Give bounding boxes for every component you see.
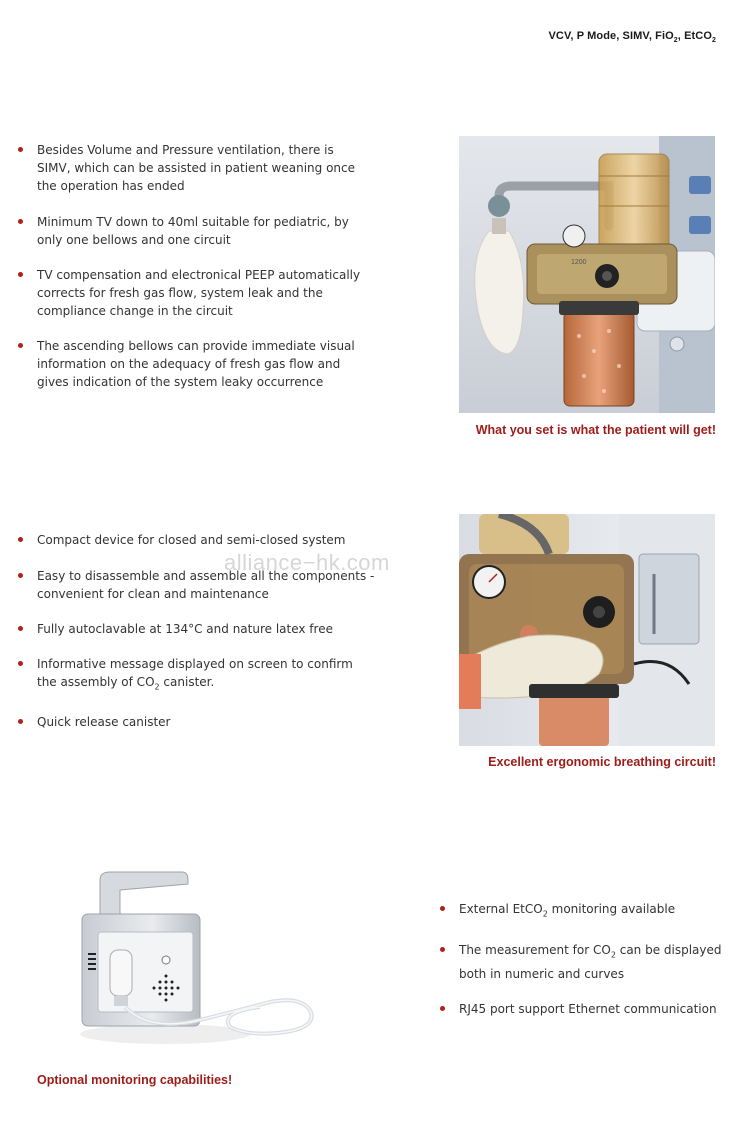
- list-item: Quick release canister: [16, 713, 376, 731]
- list-item: External EtCO$_2$ monitoring available: [438, 900, 738, 923]
- caption-section3: Optional monitoring capabilities!: [37, 1073, 233, 1087]
- feature-list-monitoring: [438, 900, 738, 1018]
- list-item: The ascending bellows can provide immediate visual information on the adequacy of fresh gas flow and gives indication of the system leaky occurrence: [16, 337, 366, 391]
- list-item: Fully autoclavable at 134°C and nature latex free: [16, 620, 376, 638]
- list-item: Minimum TV down to 40ml suitable for pediatric, by only one bellows and one circuit: [16, 213, 366, 249]
- etco2-monitor-photo: [70, 862, 340, 1062]
- bellows-volume-label: 1200: [571, 259, 587, 266]
- watermark: alliance−hk.com: [224, 550, 390, 575]
- caption-section1: What you set is what the patient will get!: [475, 423, 716, 437]
- breathing-circuit-photo: [459, 514, 715, 746]
- list-item: Informative message displayed on screen to confirm the assembly of $CO_2$ canister.: [16, 655, 376, 696]
- caption-section2: Excellent ergonomic breathing circuit!: [488, 755, 716, 769]
- list-item: Besides Volume and Pressure ventilation, there is SIMV, which can be assisted in patient weaning once the operation has ended: [16, 141, 366, 195]
- list-item: TV compensation and electronical PEEP automatically corrects for fresh gas flow, system leak and the compliance change in the circuit: [16, 266, 366, 320]
- page-header-modes: VCV, P Mode, SIMV, FiO$_2$, EtCO$_2$: [548, 30, 716, 45]
- list-item: Compact device for closed and semi-closed system: [16, 531, 376, 549]
- bellows-photo: [459, 136, 715, 413]
- list-item: RJ45 port support Ethernet communication: [438, 1000, 738, 1018]
- feature-list-ventilation: [16, 141, 366, 391]
- list-item: Easy to disassemble and assemble all the components - convenient for clean and maintenance: [16, 567, 376, 603]
- list-item: The measurement for $CO_2$ can be displayed both in numeric and curves: [438, 941, 738, 982]
